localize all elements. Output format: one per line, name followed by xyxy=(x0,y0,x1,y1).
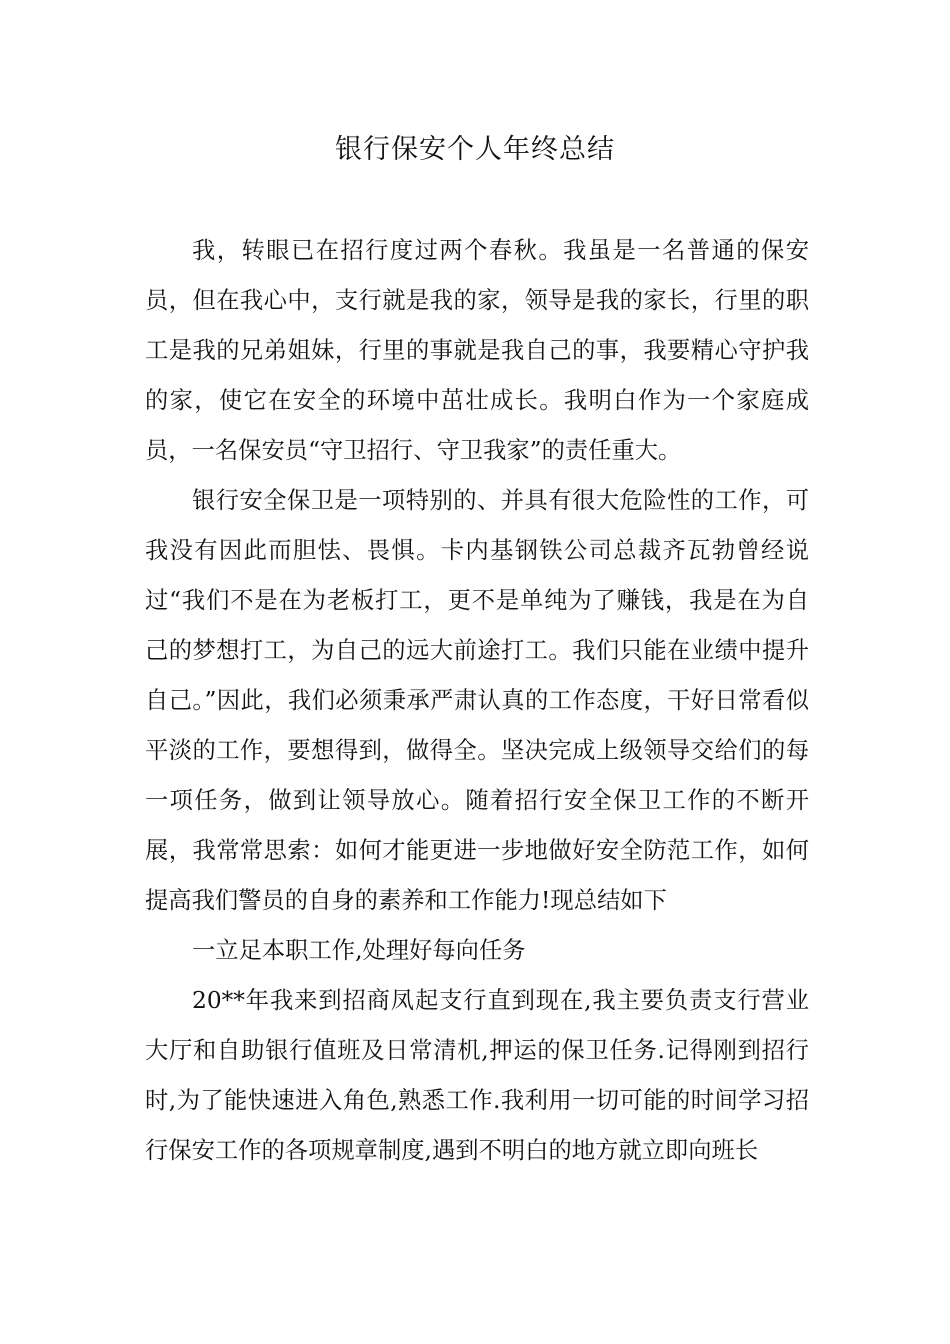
document-title: 银行保安个人年终总结 xyxy=(335,134,615,165)
paragraph-security-work: 银行安全保卫是一项特别的、并具有很大危险性的工作，可我没有因此而胆怯、畏惧。卡内基钢铁公司总裁齐瓦勃曾经说过“我们不是在为老板打工，更不是单纯为了赚钱，我是在为自己的梦想打工，为自己的远大前途打工。我们只能在业绩中提升自己。”因此，我们必须秉承严肃认真的工作态度，干好日常看似平淡的工作，要想得到，做得全。坚决完成上级领导交给们的每一项任务，做到让领导放心。随着招行安全保卫工作的不断开展，我常常思索：如何才能更进一步地做好安全防范工作，如何提高我们警员的自身的素养和工作能力!现总结如下 xyxy=(145,487,809,914)
section-heading: 一立足本职工作,处理好每向任务 xyxy=(192,937,526,964)
document-body xyxy=(145,226,809,1176)
paragraph-intro: 我，转眼已在招行度过两个春秋。我虽是一名普通的保安员，但在我心中，支行就是我的家，领导是我的家长，行里的职工是我的兄弟姐妹，行里的事就是我自己的事，我要精心守护我的家，使它在安全的环境中茁壮成长。我明白作为一个家庭成员，一名保安员“守卫招行、守卫我家”的责任重大。 xyxy=(145,237,809,464)
paragraph-section-one: 20**年我来到招商凤起支行直到现在,我主要负责支行营业大厅和自助银行值班及日常清机,押运的保卫任务.记得刚到招行时,为了能快速进入角色,熟悉工作.我利用一切可能的时间学习招行保安工作的各项规章制度,遇到不明白的地方就立即向班长 xyxy=(145,987,809,1164)
